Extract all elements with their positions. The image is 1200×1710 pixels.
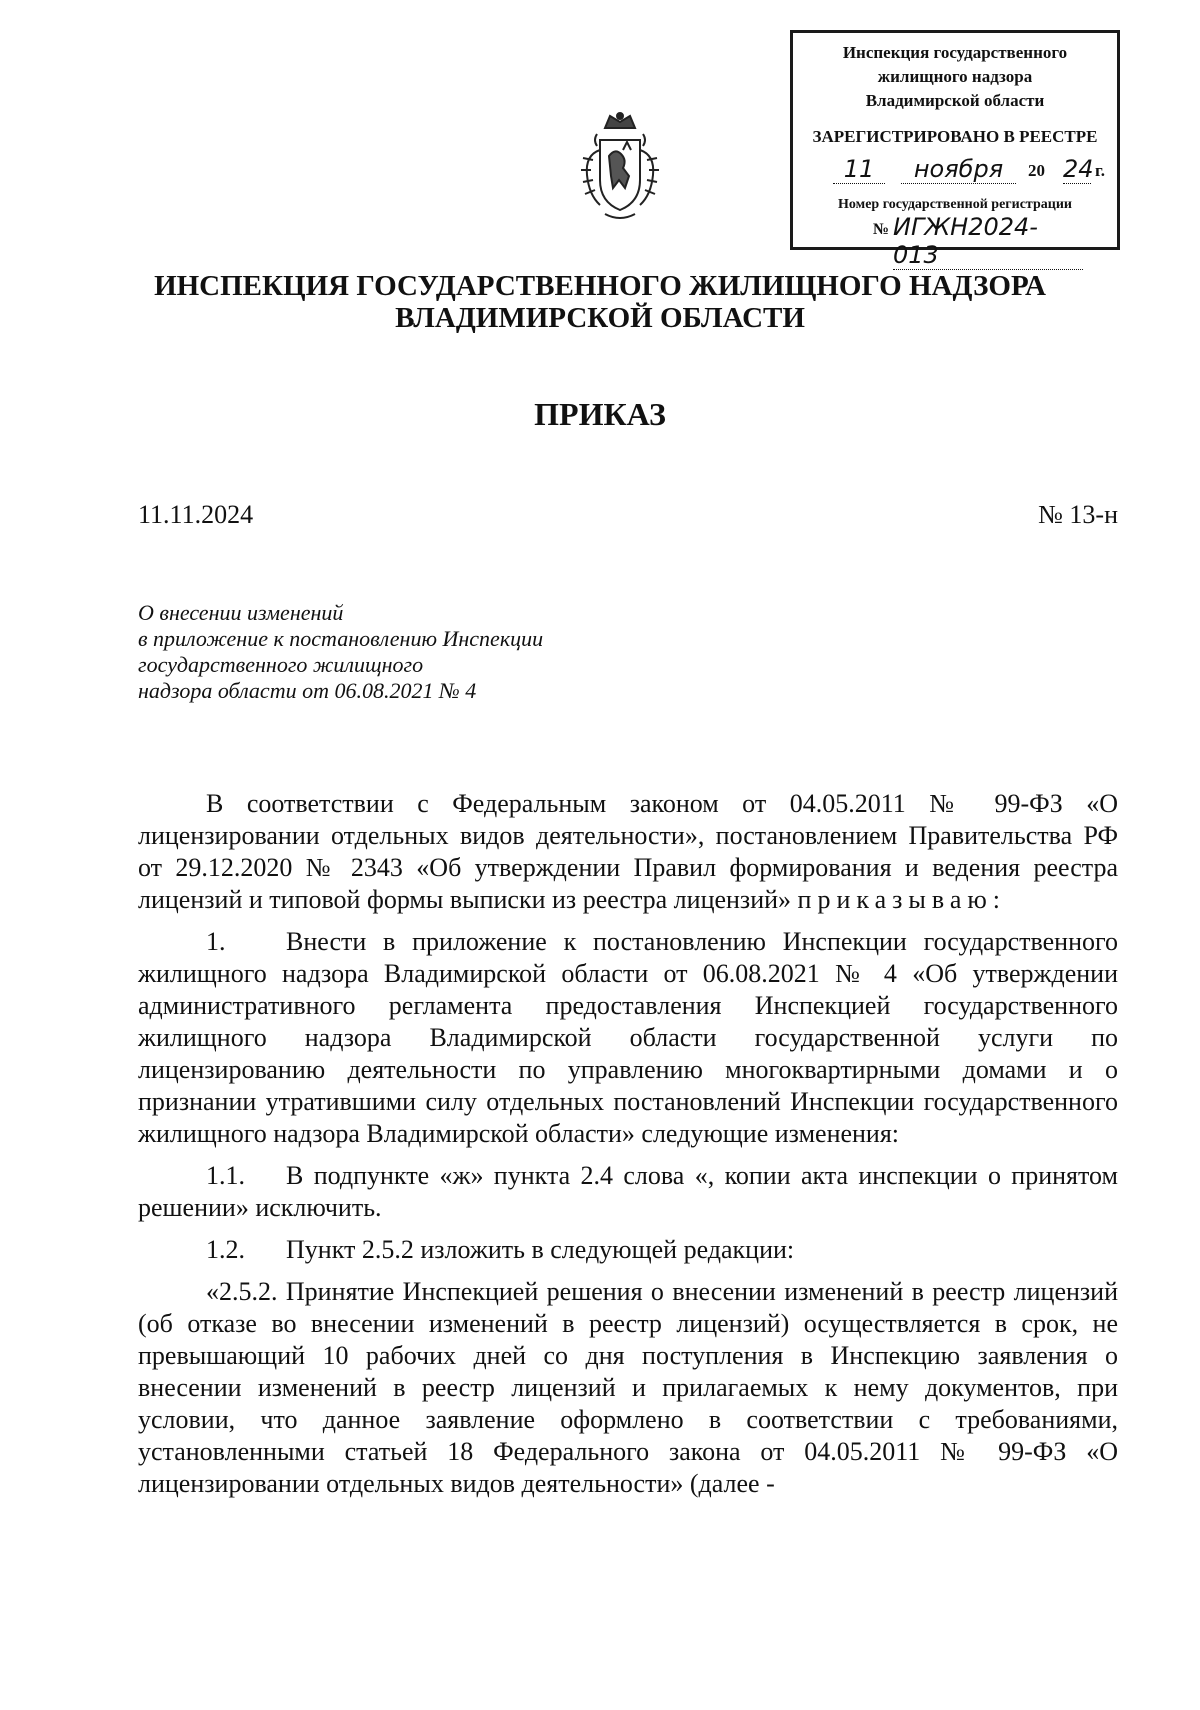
stamp-org-line: Владимирской области [865,91,1045,110]
document-body [138,788,1118,1500]
document-date: 11.11.2024 [138,500,254,529]
stamp-org-line: жилищного надзора [877,67,1033,86]
subject-line: в приложение к постановлению Инспекции [138,626,544,651]
stamp-registered-label: ЗАРЕГИСТРИРОВАНО В РЕЕСТРЕ [812,127,1098,146]
item-1-2-number: 1.2. [206,1235,245,1264]
item-1-1-text: В подпункте «ж» пункта 2.4 слова «, копии акта инспекции о принятом решении» исключить. [138,1161,1118,1222]
stamp-year-suffix: 24 [1063,155,1094,183]
stamp-reg-number [793,213,1117,269]
organization-region: ВЛАДИМИРСКОЙ ОБЛАСТИ [395,302,805,334]
stamp-number-sign: № [873,221,890,238]
item-1-1-paragraph [138,1160,1118,1224]
organization-title: ИНСПЕКЦИЯ ГОСУДАРСТВЕННОГО ЖИЛИЩНОГО НАДЗОРА [154,270,1046,302]
stamp-number-value: ИГЖН2024-013 [893,213,1083,270]
quoted-text: «2.5.2. Принятие Инспекцией решения о внесении изменений в реестр лицензий (об отказе во внесении изменений в реестр лицензий) осуществляется в срок, не превышающий 10 рабочих дней со дня поступления в Инспекцию заявления о внесении изменений в реестр лицензий и прилагаемых к нему документов, при условии, что данное заявление оформлено в соответствии с требованиями, установленными статьей 18 Федерального закона от 04.05.2011 № 99-ФЗ «О лицензировании отдельных видов деятельности» (далее - [138,1277,1118,1498]
coat-of-arms-icon [575,110,665,225]
quoted-paragraph [138,1276,1118,1500]
document-number: № 13-н [1038,500,1118,529]
item-1-2-paragraph [138,1234,1118,1266]
stamp-month: ноября [901,155,1016,184]
stamp-reg-number-label: Номер государственной регистрации [838,197,1072,212]
stamp-organization [793,41,1117,113]
item-1-paragraph [138,926,1118,1150]
stamp-year-mark: г. [1095,161,1106,180]
stamp-day: 11 [833,155,885,184]
subject-line: О внесении изменений [138,600,344,625]
document-type: ПРИКАЗ [534,396,666,432]
subject-line: государственного жилищного [138,652,424,677]
item-1-text: Внести в приложение к постановлению Инспекции государственного жилищного надзора Владимирской области от 06.08.2021 № 4 «Об утверждении административного регламента предоставления Инспекцией государственного жилищного надзора Владимирской области государственной услуги по лицензированию деятельности по управлению многоквартирными домами и о признании утратившими силу отдельных постановлений Инспекции государственного жилищного надзора Владимирской области» следующие изменения: [138,927,1118,1148]
item-1-2-text: Пункт 2.5.2 изложить в следующей редакции: [286,1235,795,1264]
registration-stamp [790,30,1120,269]
preamble-text: В соответствии с Федеральным законом от 04.05.2011 № 99-ФЗ «О лицензировании отдельных видов деятельности», постановлением Правительства РФ от 29.12.2020 № 2343 «Об утверждении Правил формирования и ведения реестра лицензий и типовой формы выписки из реестра лицензий» [138,789,1118,914]
stamp-date [793,155,1117,189]
document-subject [138,600,543,704]
item-1-number: 1. [206,927,226,956]
stamp-year-prefix: 20 [1028,161,1045,180]
preamble-paragraph [138,788,1118,916]
stamp-org-line: Инспекция государственного [842,43,1068,62]
order-word: приказываю: [797,885,1007,914]
item-1-1-number: 1.1. [206,1161,245,1190]
subject-line: надзора области от 06.08.2021 № 4 [138,678,477,703]
